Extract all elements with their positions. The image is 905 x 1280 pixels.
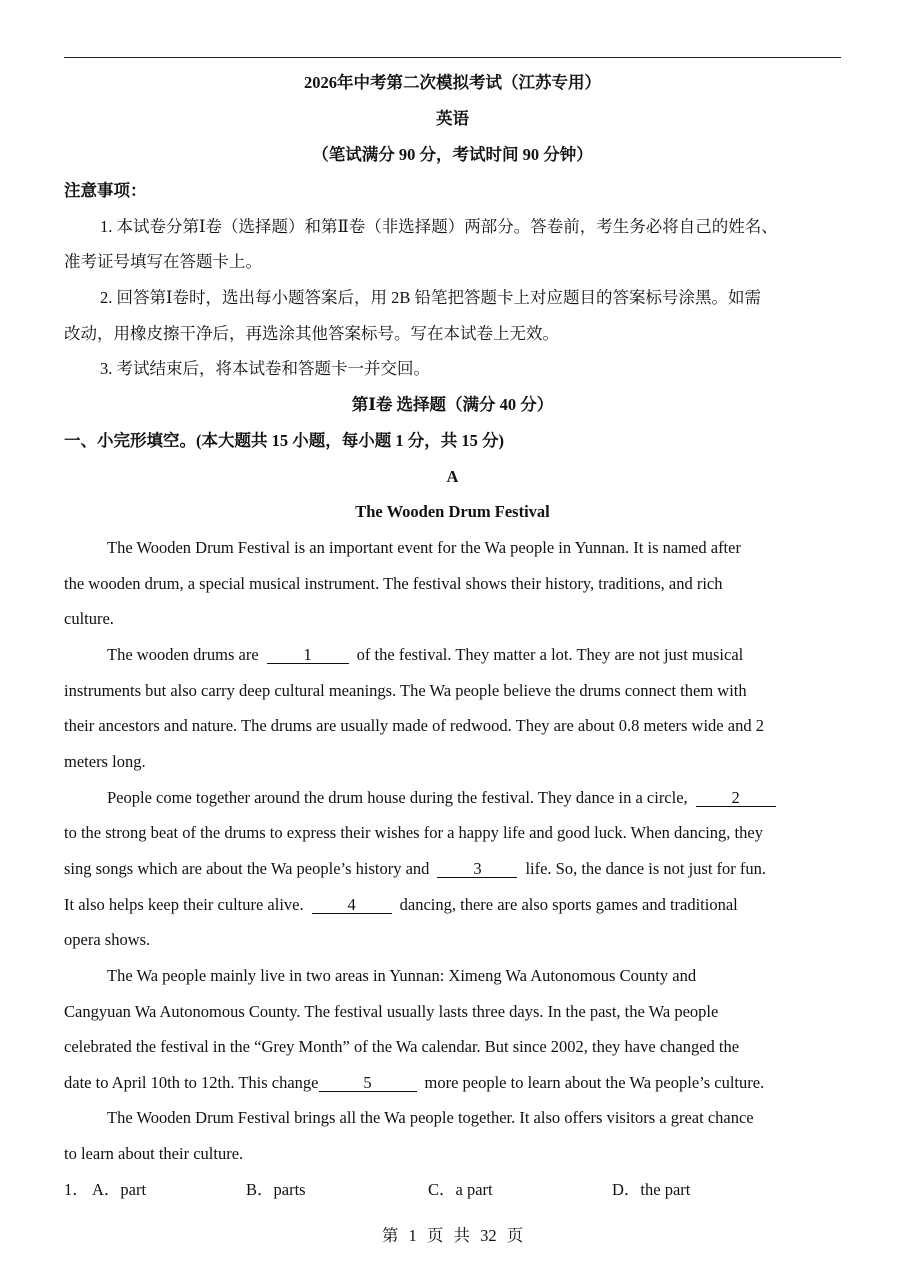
note-2-line2: 改动，用橡皮擦干净后，再选涂其他答案标号。写在本试卷上无效。 [64, 324, 559, 343]
note-1-line1: 1. 本试卷分第Ⅰ卷（选择题）和第Ⅱ卷（非选择题）两部分。答卷前，考生务必将自己的姓名、 [100, 217, 778, 236]
text-segment: date to April 10th to 12th. This change [64, 1073, 319, 1092]
passage-line: culture. [64, 609, 114, 628]
question-number: 1． [64, 1180, 89, 1199]
option-d: D．the part [612, 1180, 691, 1199]
passage-line: meters long. [64, 752, 146, 771]
question-heading: 一、小完形填空。(本大题共 15 小题，每小题 1 分，共 15 分) [64, 431, 504, 450]
note-1-line2: 准考证号填写在答题卡上。 [64, 252, 262, 271]
text-segment: more people to learn about the Wa people’s culture. [424, 1073, 765, 1092]
passage-line [64, 645, 841, 665]
score-time: （笔试满分 90 分，考试时间 90 分钟） [312, 145, 593, 164]
option-c: C．a part [428, 1180, 493, 1199]
blank-3: 3 [437, 860, 517, 878]
passage-line: to learn about their culture. [64, 1144, 244, 1163]
text-segment: People come together around the drum house during the festival. They dance in a circle, [107, 788, 688, 807]
note-2-line1: 2. 回答第Ⅰ卷时，选出每小题答案后，用 2B 铅笔把答题卡上对应题目的答案标号涂黑。如需 [100, 288, 762, 307]
option-a: A．part [92, 1180, 147, 1199]
option-b: B．parts [246, 1180, 306, 1199]
passage-line: opera shows. [64, 930, 151, 949]
text-segment: sing songs which are about the Wa people’s history and [64, 859, 430, 878]
text-segment: The wooden drums are [107, 645, 259, 664]
part1-title: 第Ⅰ卷 选择题（满分 40 分） [351, 395, 554, 414]
passage-line: to the strong beat of the drums to express their wishes for a happy life and good luck. When dancing, they [64, 823, 763, 842]
note-3: 3. 考试结束后，将本试卷和答题卡一并交回。 [100, 359, 430, 378]
passage-line: Cangyuan Wa Autonomous County. The festival usually lasts three days. In the past, the Wa people [64, 1002, 719, 1021]
passage-line: celebrated the festival in the “Grey Month” of the Wa calendar. But since 2002, they have changed the [64, 1037, 740, 1056]
text-segment: of the festival. They matter a lot. They are not just musical [356, 645, 744, 664]
passage-line: their ancestors and nature. The drums are usually made of redwood. They are about 0.8 meters wide and 2 [64, 716, 764, 735]
passage-line: instruments but also carry deep cultural meanings. The Wa people believe the drums connect them with [64, 681, 747, 700]
passage-letter: A [446, 467, 459, 486]
page-footer: 第 1 页 共 32 页 [381, 1226, 524, 1245]
notes-heading: 注意事项： [64, 181, 147, 200]
passage-line [64, 788, 841, 808]
exam-title: 2026年中考第二次模拟考试（江苏专用） [304, 73, 601, 92]
blank-4: 4 [312, 896, 392, 914]
text-segment: dancing, there are also sports games and traditional [399, 895, 738, 914]
exam-subject: 英语 [436, 109, 469, 128]
top-rule [64, 57, 841, 58]
blank-2: 2 [696, 789, 776, 807]
passage-line [64, 895, 841, 915]
blank-5: 5 [319, 1074, 417, 1092]
text-segment: life. So, the dance is not just for fun. [525, 859, 767, 878]
passage-title: The Wooden Drum Festival [355, 502, 550, 521]
passage-line: The Wa people mainly live in two areas in Yunnan: Ximeng Wa Autonomous County and [107, 966, 697, 985]
passage-line: The Wooden Drum Festival brings all the Wa people together. It also offers visitors a great chance [107, 1108, 754, 1127]
passage-line [64, 1073, 841, 1093]
text-segment: It also helps keep their culture alive. [64, 895, 304, 914]
passage-line: The Wooden Drum Festival is an important event for the Wa people in Yunnan. It is named after [107, 538, 741, 557]
passage-line [64, 859, 841, 879]
blank-1: 1 [267, 646, 349, 664]
passage-line: the wooden drum, a special musical instrument. The festival shows their history, traditions, and rich [64, 574, 723, 593]
